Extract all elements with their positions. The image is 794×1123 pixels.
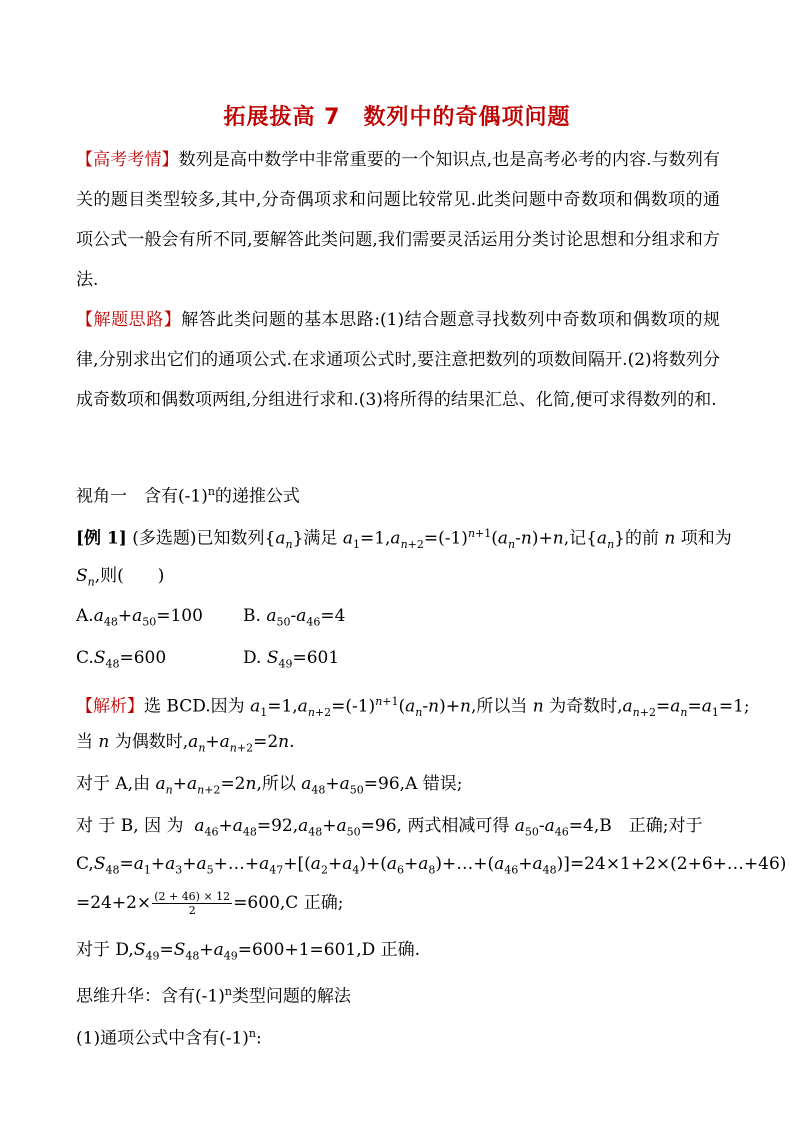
section-heading: 视角一 含有$(-1)^n$的递推公式 <box>76 485 300 507</box>
option-a: $A.a_{48}+a_{50}=100$ <box>76 606 203 629</box>
intro-text: 数列是高中数学中非常重要的一个知识点,也是高考必考的内容.与数列有关的题目类型较多,其中,分奇偶项求和问题比较常见.此类问题中奇数项和偶数项的通项公式一般会有所不同,要解答此类问题,我们需要灵活运用分类讨论思想和分组求和方法. <box>76 150 721 290</box>
option-b: B. $a_{50}-a_{46}=4$ <box>243 606 346 629</box>
example-line-2: $S_n$,则( ) <box>76 566 165 589</box>
solution-line-1: 【解析】选 BCD.因为 $a_1=1,a_{n+2}=(-1)^{n+1}(a_n-n)+n$,所以当 n 为奇数时$,a_{n+2}=a_n=a_1=1$; <box>76 695 750 720</box>
approach-text: 解答此类问题的基本思路:(1)结合题意寻找数列中奇数项和偶数项的规律,分别求出它们的通项公式.在求通项公式时,要注意把数列的项数间隔开.(2)将数列分成奇数项和偶数项两组,分组进行求和.(3)将所得的结果汇总、化简,便可求得数列的和. <box>76 310 721 410</box>
intro-tag: 【高考考情】 <box>76 150 179 170</box>
example-head: [例 1] <box>76 528 127 549</box>
solution-line-7: 对于 $D,S_{49}=S_{48}+a_{49}=600+1=601,D$ 正确. <box>76 940 421 963</box>
example-line-1: [例 1] (多选题)已知数列$\{a_n\}$满足 $a_1=1,a_{n+2}=(-1)^{n+1}(a_n-n)+n$,记$\{a_n\}$的前 n 项和为 <box>76 527 732 552</box>
approach-tag: 【解题思路】 <box>76 310 182 330</box>
option-c: $C.S_{48}=600$ <box>76 648 167 671</box>
solution-line-5: $C,S_{48}=a_1+a_3+a_5+\dots+a_{47}+[(a_2+a_4)+(a_6+a_8)+\dots+(a_{46}+a_{48})]=24\times 1+2\times(2+6+\dots+46)$ <box>76 854 787 877</box>
solution-line-2: 当 n 为偶数时$,a_n+a_{n+2}=2n$. <box>76 732 295 755</box>
solution-line-6: =24+2× $\frac{(2 + 46) \times 12}{2}$ =600,C 正确; <box>76 890 344 917</box>
item-1: (1)通项公式中含有$(-1)^n$: <box>76 1027 262 1049</box>
insight-heading: 思维升华：含有$(-1)^n$类型问题的解法 <box>76 985 351 1007</box>
solution-tag: 【解析】 <box>76 696 144 717</box>
intro-paragraph <box>76 140 720 300</box>
approach-paragraph <box>76 300 720 420</box>
page-title: 拓展拔高 7 数列中的奇偶项问题 <box>223 105 571 130</box>
option-d: D. $S_{49}=601$ <box>243 648 340 671</box>
solution-line-4: 对 于 B, 因 为 $a_{46}+a_{48}=92,a_{48}+a_{50}=96$, 两式相减可得 $a_{50}-a_{46}=4,B$ 正确;对于 <box>76 816 703 839</box>
fraction: $\frac{(2 + 46) \times 12}{2}$ <box>154 890 231 917</box>
solution-line-3: 对于 A,由 $a_n+a_{n+2}=2n$,所以 $a_{48}+a_{50}=96,A$ 错误; <box>76 774 463 797</box>
